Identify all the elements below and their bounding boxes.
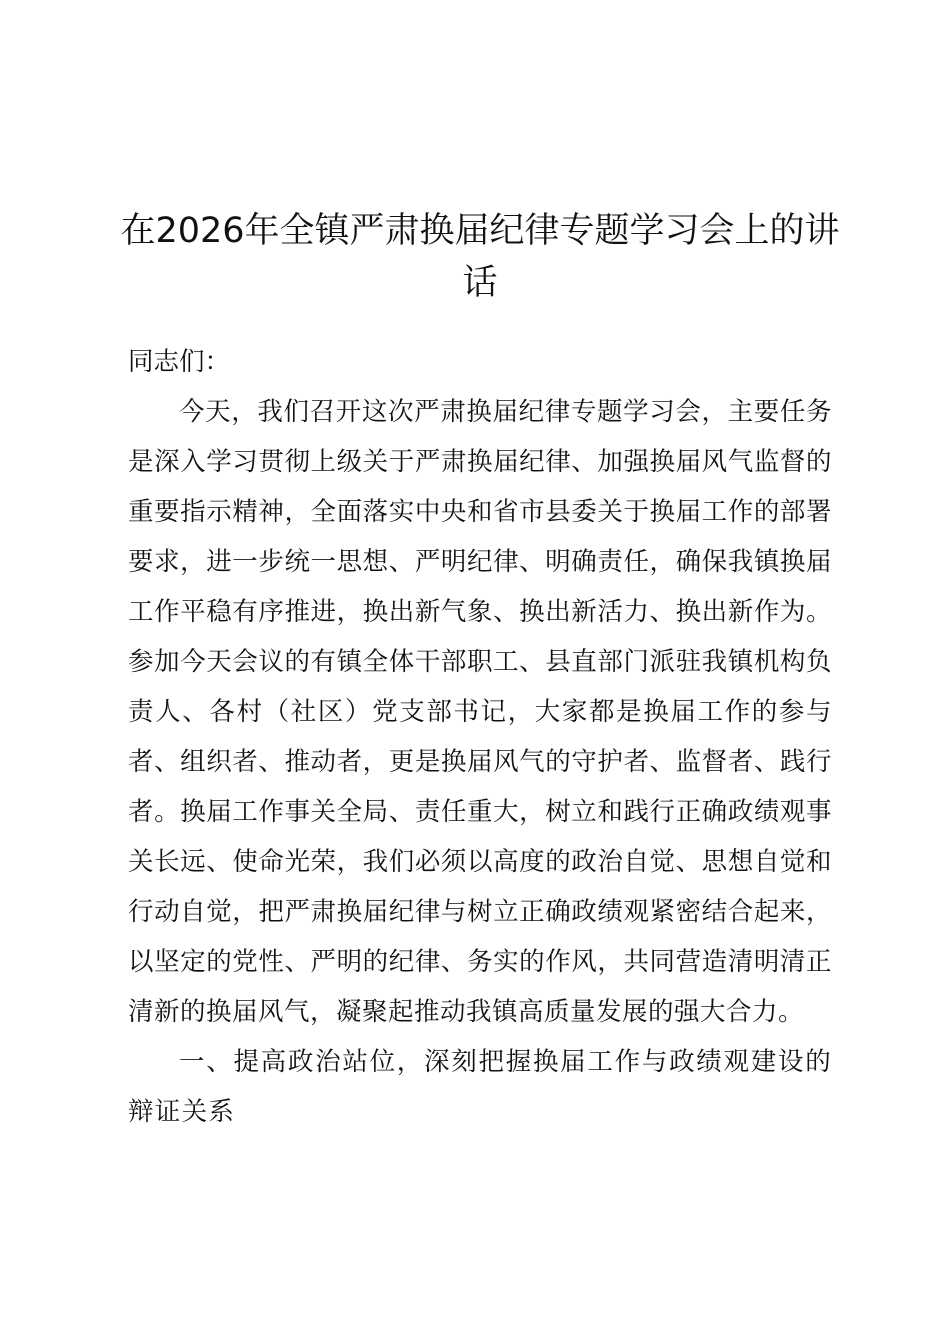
document-page: [120, 205, 840, 1137]
document-title: 在2026年全镇严肃换届纪律专题学习会上的讲话: [120, 211, 840, 303]
salutation: 同志们：: [128, 347, 231, 377]
section-heading: 一、提高政治站位，深刻把握换届工作与政绩观建设的辩证关系: [128, 1047, 832, 1127]
body-paragraph: 今天，我们召开这次严肃换届纪律专题学习会，主要任务是深入学习贯彻上级关于严肃换届纪律、加强换届风气监督的重要指示精神，全面落实中央和省市县委关于换届工作的部署要求，进一步统一思想、严明纪律、明确责任，确保我镇换届工作平稳有序推进，换出新气象、换出新活力、换出新作为。参加今天会议的有镇全体干部职工、县直部门派驻我镇机构负责人、各村（社区）党支部书记，大家都是换届工作的参与者、组织者、推动者，更是换届风气的守护者、监督者、践行者。换届工作事关全局、责任重大，树立和践行正确政绩观事关长远、使命光荣，我们必须以高度的政治自觉、思想自觉和行动自觉，把严肃换届纪律与树立正确政绩观紧密结合起来，以坚定的党性、严明的纪律、务实的作风，共同营造清明清正清新的换届风气，凝聚起推动我镇高质量发展的强大合力。: [128, 397, 832, 1027]
